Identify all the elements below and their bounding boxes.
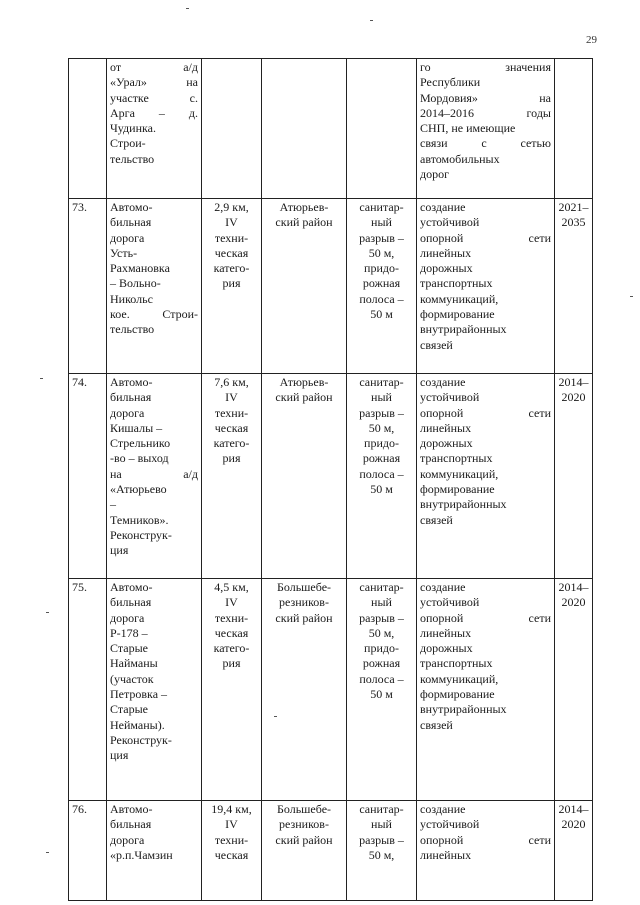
road-name-line: дорога (110, 610, 145, 625)
district-line: Атюрьев- (279, 200, 329, 214)
protection-zone-line: придо- (364, 436, 399, 451)
road-length-line: рия (222, 656, 241, 671)
purpose-line: связей (420, 512, 453, 527)
cell-road-name (107, 59, 202, 199)
cell-row-number (69, 801, 107, 901)
purpose-line: Республики (420, 75, 481, 90)
cell-years (555, 59, 593, 199)
road-length-line: ческая (214, 625, 249, 640)
road-name-line: Усть- (110, 245, 138, 260)
purpose-line: транспортных (420, 276, 493, 291)
cell-district (262, 579, 347, 801)
cell-years (555, 801, 593, 901)
scan-speck (186, 8, 189, 9)
road-name-line: «р.п.Чамзин (110, 847, 173, 862)
road-name-line: Реконструк- (110, 732, 172, 747)
purpose-line: линейных (420, 847, 472, 862)
road-name-line: тельство (110, 151, 155, 166)
road-name-line: «Урал» на (110, 75, 198, 90)
cell-purpose (417, 579, 555, 801)
road-name-line: Найманы (110, 656, 158, 671)
page-number: 29 (586, 34, 597, 46)
purpose-line: устойчивой (420, 215, 480, 230)
protection-zone-line: 50 м, (368, 847, 395, 862)
district-line: ский район (275, 832, 333, 847)
road-name-line: Темников». (110, 512, 169, 527)
scan-speck (370, 20, 373, 21)
purpose-line: формирование (420, 687, 495, 702)
cell-row-number (69, 579, 107, 801)
scan-speck (46, 852, 49, 853)
scan-speck (46, 612, 49, 613)
road-name-line: Автомо- (110, 200, 153, 214)
road-name-line: бильная (110, 390, 152, 405)
purpose-line: связей (420, 717, 453, 732)
district-line: резников- (279, 817, 329, 832)
cell-district (262, 374, 347, 579)
road-length-line: ческая (214, 245, 249, 260)
cell-row-number (69, 374, 107, 579)
road-name-line: Нейманы). (110, 717, 165, 732)
table-row (69, 59, 593, 199)
road-length-line: рия (222, 451, 241, 466)
road-name-line: тельство (110, 322, 155, 337)
cell-protection-zone (347, 59, 417, 199)
purpose-line: дорожных (420, 436, 473, 451)
cell-purpose (417, 59, 555, 199)
protection-zone-line: разрыв – (359, 610, 404, 625)
road-length-line: 7,6 км, (214, 375, 249, 389)
cell-years (555, 579, 593, 801)
cell-road-length (202, 199, 262, 374)
road-name-line: бильная (110, 215, 152, 230)
road-name-line: (участок (110, 671, 154, 686)
road-length-line: рия (222, 276, 241, 291)
protection-zone-line: ный (371, 817, 392, 832)
purpose-line: коммуникаций, (420, 291, 499, 306)
road-length-line: катего- (213, 436, 250, 451)
protection-zone-line: санитар- (359, 200, 404, 214)
district-line: Большебе- (276, 802, 332, 816)
protection-zone-line: 50 м, (368, 420, 395, 435)
purpose-line: устойчивой (420, 390, 480, 405)
purpose-line: создание (420, 200, 466, 214)
protection-zone-line: придо- (364, 261, 399, 276)
years-line: 2021– (558, 200, 589, 214)
road-length-line: техни- (214, 405, 249, 420)
row-number-text: 73. (72, 200, 87, 214)
purpose-line: транспортных (420, 451, 493, 466)
cell-road-name (107, 199, 202, 374)
purpose-line: коммуникаций, (420, 466, 499, 481)
cell-road-name (107, 801, 202, 901)
purpose-line: 2014–2016 годы (420, 105, 551, 120)
row-number-text: 75. (72, 580, 87, 594)
road-length-line: 2,9 км, (214, 200, 249, 214)
road-name-line: «Атюрьево (110, 482, 167, 497)
district-line: Атюрьев- (279, 375, 329, 389)
road-length-line: техни- (214, 610, 249, 625)
road-name-line: Реконструк- (110, 527, 172, 542)
row-number-text: 74. (72, 375, 87, 389)
cell-purpose (417, 801, 555, 901)
purpose-line: дорог (420, 167, 450, 182)
road-name-line: участке с. (110, 90, 198, 105)
purpose-line: Мордовия» на (420, 90, 551, 105)
table-row (69, 374, 593, 579)
protection-zone-line: 50 м (370, 687, 393, 702)
road-name-line: ция (110, 543, 129, 558)
district-line: ский район (275, 215, 333, 230)
purpose-line: линейных (420, 625, 472, 640)
purpose-line: устойчивой (420, 595, 480, 610)
road-name-line: Арга – д. (110, 105, 198, 120)
road-length-line: IV (225, 215, 238, 230)
years-line: 2020 (561, 817, 586, 832)
road-name-line: Автомо- (110, 580, 153, 594)
cell-road-name (107, 374, 202, 579)
cell-district (262, 59, 347, 199)
scan-speck (630, 296, 633, 297)
protection-zone-line: разрыв – (359, 405, 404, 420)
protection-zone-line: ный (371, 390, 392, 405)
years-line: 2014– (558, 802, 589, 816)
cell-years (555, 374, 593, 579)
purpose-line: связей (420, 337, 453, 352)
road-name-line: бильная (110, 595, 152, 610)
cell-road-length (202, 579, 262, 801)
protection-zone-line: полоса – (359, 466, 404, 481)
purpose-line: дорожных (420, 261, 473, 276)
purpose-line: формирование (420, 482, 495, 497)
table-row (69, 199, 593, 374)
purpose-line: линейных (420, 245, 472, 260)
protection-zone-line: ный (371, 595, 392, 610)
purpose-line: создание (420, 802, 466, 816)
cell-purpose (417, 199, 555, 374)
cell-road-length (202, 59, 262, 199)
road-name-line: Стрельнико (110, 436, 171, 451)
purpose-line: транспортных (420, 656, 493, 671)
purpose-line: линейных (420, 420, 472, 435)
road-name-line: на а/д (110, 466, 198, 481)
road-length-line: ческая (214, 847, 249, 862)
road-name-line: Рахмановка (110, 261, 170, 276)
road-length-line: техни- (214, 230, 249, 245)
purpose-line: устойчивой (420, 817, 480, 832)
road-name-line: – (110, 497, 116, 512)
road-name-line: Кишалы – (110, 420, 163, 435)
road-length-line: ческая (214, 420, 249, 435)
cell-row-number (69, 199, 107, 374)
years-line: 2014– (558, 375, 589, 389)
projects-table (68, 58, 593, 901)
road-name-line: Р-178 – (110, 625, 148, 640)
road-name-line: Строи- (110, 136, 146, 151)
protection-zone-line: 50 м, (368, 625, 395, 640)
protection-zone-line: санитар- (359, 580, 404, 594)
road-name-line: Автомо- (110, 802, 153, 816)
district-line: Большебе- (276, 580, 332, 594)
protection-zone-line: разрыв – (359, 832, 404, 847)
road-length-line: 19,4 км, (211, 802, 252, 816)
years-line: 2020 (561, 390, 586, 405)
protection-zone-line: 50 м, (368, 245, 395, 260)
protection-zone-line: придо- (364, 641, 399, 656)
road-name-line: бильная (110, 817, 152, 832)
purpose-line: дорожных (420, 641, 473, 656)
road-name-line: Никольс (110, 291, 153, 306)
purpose-line: связи с сетью (420, 136, 551, 151)
purpose-line: СНП, не имеющие (420, 121, 516, 136)
protection-zone-line: рожная (362, 656, 401, 671)
road-name-line: кое. Строи- (110, 307, 198, 322)
road-length-line: IV (225, 390, 238, 405)
protection-zone-line: ный (371, 215, 392, 230)
protection-zone-line: 50 м (370, 307, 393, 322)
road-name-line: дорога (110, 230, 145, 245)
purpose-line: опорной сети (420, 610, 551, 625)
purpose-line: опорной сети (420, 405, 551, 420)
protection-zone-line: полоса – (359, 291, 404, 306)
cell-protection-zone (347, 579, 417, 801)
road-name-line: Петровка – (110, 687, 168, 702)
purpose-line: создание (420, 375, 466, 389)
road-name-line: Старые (110, 641, 148, 656)
road-length-line: катего- (213, 641, 250, 656)
road-name-line: ция (110, 748, 129, 763)
district-line: ский район (275, 610, 333, 625)
cell-purpose (417, 374, 555, 579)
purpose-line: опорной сети (420, 230, 551, 245)
scan-speck (40, 378, 43, 379)
cell-years (555, 199, 593, 374)
cell-district (262, 801, 347, 901)
cell-protection-zone (347, 374, 417, 579)
road-name-line: дорога (110, 832, 145, 847)
protection-zone-line: 50 м (370, 482, 393, 497)
table-row (69, 801, 593, 901)
road-length-line: 4,5 км, (214, 580, 249, 594)
district-line: резников- (279, 595, 329, 610)
years-line: 2020 (561, 595, 586, 610)
road-name-line: -во – выход (110, 451, 169, 466)
road-name-line: – Вольно- (110, 276, 161, 291)
road-length-line: техни- (214, 832, 249, 847)
purpose-line: внутрирайонных (420, 702, 507, 717)
road-name-line: дорога (110, 405, 145, 420)
road-name-line: от а/д (110, 60, 198, 74)
cell-protection-zone (347, 801, 417, 901)
cell-district (262, 199, 347, 374)
protection-zone-line: санитар- (359, 375, 404, 389)
purpose-line: формирование (420, 307, 495, 322)
purpose-line: создание (420, 580, 466, 594)
protection-zone-line: разрыв – (359, 230, 404, 245)
years-line: 2035 (561, 215, 586, 230)
road-name-line: Чудинка. (110, 121, 156, 136)
road-name-line: Автомо- (110, 375, 153, 389)
cell-road-length (202, 374, 262, 579)
years-line: 2014– (558, 580, 589, 594)
district-line: ский район (275, 390, 333, 405)
purpose-line: внутрирайонных (420, 322, 507, 337)
row-number-text: 76. (72, 802, 87, 816)
protection-zone-line: полоса – (359, 671, 404, 686)
protection-zone-line: рожная (362, 451, 401, 466)
protection-zone-line: санитар- (359, 802, 404, 816)
road-name-line: Старые (110, 702, 148, 717)
purpose-line: опорной сети (420, 832, 551, 847)
road-length-line: IV (225, 595, 238, 610)
table-row (69, 579, 593, 801)
purpose-line: коммуникаций, (420, 671, 499, 686)
cell-road-name (107, 579, 202, 801)
cell-protection-zone (347, 199, 417, 374)
purpose-line: автомобильных (420, 151, 500, 166)
road-length-line: катего- (213, 261, 250, 276)
cell-road-length (202, 801, 262, 901)
purpose-line: внутрирайонных (420, 497, 507, 512)
cell-row-number (69, 59, 107, 199)
protection-zone-line: рожная (362, 276, 401, 291)
purpose-line: го значения (420, 60, 551, 74)
road-length-line: IV (225, 817, 238, 832)
